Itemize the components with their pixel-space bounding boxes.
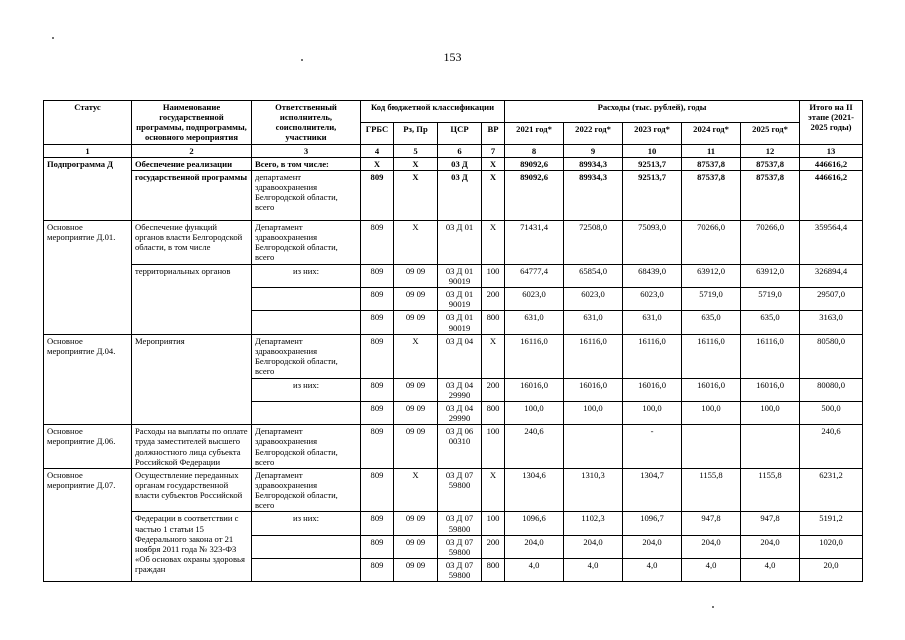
- budget-table: [43, 100, 863, 582]
- column-numbers-row: [44, 144, 863, 157]
- value-2022: [564, 425, 623, 469]
- header-status: Статус: [44, 101, 132, 145]
- value-2025: 100,0: [741, 401, 800, 424]
- status-cell: Подпрограмма Д: [44, 157, 132, 220]
- value-total: 20,0: [800, 558, 863, 581]
- value-2025: 87537,8: [741, 157, 800, 170]
- value-2025: 4,0: [741, 558, 800, 581]
- csr-cell: 03 Д 04: [438, 334, 482, 378]
- rzpr-cell: X: [394, 220, 438, 264]
- grbs-cell: 809: [361, 401, 394, 424]
- grbs-cell: 809: [361, 170, 394, 220]
- value-2021: 6023,0: [505, 288, 564, 311]
- value-2023: 92513,7: [623, 170, 682, 220]
- value-2021: 16116,0: [505, 334, 564, 378]
- csr-cell: 03 Д 04 29990: [438, 401, 482, 424]
- value-2022: 89934,3: [564, 157, 623, 170]
- rzpr-cell: X: [394, 170, 438, 220]
- rzpr-cell: 09 09: [394, 288, 438, 311]
- value-2025: 204,0: [741, 535, 800, 558]
- value-total: 5191,2: [800, 512, 863, 535]
- executor-cell: департамент здравоохранения Белгородской области, всего: [252, 170, 361, 220]
- vr-cell: 800: [482, 311, 505, 334]
- value-2021: 100,0: [505, 401, 564, 424]
- value-2023: 16016,0: [623, 378, 682, 401]
- value-2023: 75093,0: [623, 220, 682, 264]
- value-2024: 4,0: [682, 558, 741, 581]
- executor-cell: из них:: [252, 264, 361, 287]
- grbs-cell: 809: [361, 264, 394, 287]
- rzpr-cell: 09 09: [394, 512, 438, 535]
- table-row: [44, 334, 863, 378]
- csr-cell: 03 Д 07 59800: [438, 558, 482, 581]
- value-2025: 635,0: [741, 311, 800, 334]
- table-row: [44, 512, 863, 535]
- status-cell: Основное мероприятие Д.04.: [44, 334, 132, 425]
- value-2024: 5719,0: [682, 288, 741, 311]
- value-2025: 947,8: [741, 512, 800, 535]
- vr-cell: 100: [482, 425, 505, 469]
- value-2024: 16116,0: [682, 334, 741, 378]
- value-2022: 204,0: [564, 535, 623, 558]
- value-2022: 65854,0: [564, 264, 623, 287]
- value-2022: 16016,0: [564, 378, 623, 401]
- value-2021: 71431,4: [505, 220, 564, 264]
- column-number: 13: [800, 144, 863, 157]
- vr-cell: 200: [482, 288, 505, 311]
- value-2021: 631,0: [505, 311, 564, 334]
- header-name: Наименование государственной программы, подпрограммы, основного мероприятия: [132, 101, 252, 145]
- header-2021: 2021 год*: [505, 122, 564, 144]
- value-total: 29507,0: [800, 288, 863, 311]
- vr-cell: X: [482, 170, 505, 220]
- value-2022: 6023,0: [564, 288, 623, 311]
- column-number: 12: [741, 144, 800, 157]
- value-2023: 92513,7: [623, 157, 682, 170]
- column-number: 4: [361, 144, 394, 157]
- value-2024: 63912,0: [682, 264, 741, 287]
- grbs-cell: 809: [361, 378, 394, 401]
- header-vr: ВР: [482, 122, 505, 144]
- executor-cell: из них:: [252, 512, 361, 535]
- column-number: 9: [564, 144, 623, 157]
- value-2023: 4,0: [623, 558, 682, 581]
- value-2021: 1304,6: [505, 468, 564, 512]
- value-2022: 1310,3: [564, 468, 623, 512]
- value-2022: 631,0: [564, 311, 623, 334]
- grbs-cell: 809: [361, 512, 394, 535]
- rzpr-cell: 09 09: [394, 311, 438, 334]
- csr-cell: 03 Д 04 29990: [438, 378, 482, 401]
- value-2022: 89934,3: [564, 170, 623, 220]
- value-2023: 6023,0: [623, 288, 682, 311]
- name-cell: Федерации в соответствии с частью 1 статьи 15 Федерального закона от 21 ноября 2011 года № 323-ФЗ «Об основах охраны здоровья граждан: [132, 512, 252, 582]
- name-cell: территориальных органов: [132, 264, 252, 334]
- value-2024: 635,0: [682, 311, 741, 334]
- csr-cell: 03 Д 01: [438, 220, 482, 264]
- rzpr-cell: 09 09: [394, 378, 438, 401]
- table-row: [44, 468, 863, 512]
- rzpr-cell: 09 09: [394, 425, 438, 469]
- value-2022: 4,0: [564, 558, 623, 581]
- vr-cell: 800: [482, 558, 505, 581]
- value-2025: 5719,0: [741, 288, 800, 311]
- table-row: [44, 264, 863, 287]
- header-2023: 2023 год*: [623, 122, 682, 144]
- csr-cell: 03 Д 07 59800: [438, 535, 482, 558]
- scan-speck: [712, 606, 714, 608]
- column-number: 3: [252, 144, 361, 157]
- value-2021: 64777,4: [505, 264, 564, 287]
- column-number: 5: [394, 144, 438, 157]
- value-2025: 70266,0: [741, 220, 800, 264]
- csr-cell: 03 Д: [438, 157, 482, 170]
- column-number: 11: [682, 144, 741, 157]
- column-number: 2: [132, 144, 252, 157]
- value-2021: 4,0: [505, 558, 564, 581]
- executor-cell: Департамент здравоохранения Белгородской области, всего: [252, 425, 361, 469]
- rzpr-cell: 09 09: [394, 558, 438, 581]
- value-2025: 63912,0: [741, 264, 800, 287]
- status-cell: Основное мероприятие Д.06.: [44, 425, 132, 469]
- rzpr-cell: 09 09: [394, 535, 438, 558]
- status-cell: Основное мероприятие Д.07.: [44, 468, 132, 581]
- name-cell: Обеспечение реализации: [132, 157, 252, 170]
- vr-cell: 800: [482, 401, 505, 424]
- page-number: 153: [443, 50, 462, 64]
- value-2021: 16016,0: [505, 378, 564, 401]
- rzpr-cell: X: [394, 468, 438, 512]
- value-2025: 16116,0: [741, 334, 800, 378]
- executor-cell: [252, 558, 361, 581]
- grbs-cell: X: [361, 157, 394, 170]
- value-2024: [682, 425, 741, 469]
- value-2023: 1304,7: [623, 468, 682, 512]
- value-2023: -: [623, 425, 682, 469]
- value-total: 6231,2: [800, 468, 863, 512]
- executor-cell: [252, 401, 361, 424]
- vr-cell: X: [482, 468, 505, 512]
- scan-speck: [52, 37, 54, 39]
- vr-cell: X: [482, 157, 505, 170]
- scan-speck: [301, 59, 303, 61]
- value-2025: [741, 425, 800, 469]
- header-2024: 2024 год*: [682, 122, 741, 144]
- value-total: 500,0: [800, 401, 863, 424]
- value-2024: 1155,8: [682, 468, 741, 512]
- column-number: 7: [482, 144, 505, 157]
- executor-cell: из них:: [252, 378, 361, 401]
- column-number: 10: [623, 144, 682, 157]
- rzpr-cell: X: [394, 157, 438, 170]
- value-2022: 16116,0: [564, 334, 623, 378]
- value-2024: 16016,0: [682, 378, 741, 401]
- column-number: 8: [505, 144, 564, 157]
- value-2023: 204,0: [623, 535, 682, 558]
- name-cell: Мероприятия: [132, 334, 252, 425]
- vr-cell: X: [482, 334, 505, 378]
- vr-cell: 100: [482, 512, 505, 535]
- value-total: 240,6: [800, 425, 863, 469]
- table-row: [44, 157, 863, 170]
- value-total: 80580,0: [800, 334, 863, 378]
- status-cell: Основное мероприятие Д.01.: [44, 220, 132, 334]
- vr-cell: 100: [482, 264, 505, 287]
- vr-cell: 200: [482, 378, 505, 401]
- csr-cell: 03 Д 07 59800: [438, 512, 482, 535]
- value-2025: 1155,8: [741, 468, 800, 512]
- executor-cell: Департамент здравоохранения Белгородской области, всего: [252, 220, 361, 264]
- value-total: 3163,0: [800, 311, 863, 334]
- value-2024: 204,0: [682, 535, 741, 558]
- value-2024: 87537,8: [682, 157, 741, 170]
- value-2022: 72508,0: [564, 220, 623, 264]
- value-2024: 70266,0: [682, 220, 741, 264]
- executor-cell: Всего, в том числе:: [252, 157, 361, 170]
- header-grbs: ГРБС: [361, 122, 394, 144]
- value-2025: 87537,8: [741, 170, 800, 220]
- executor-cell: Департамент здравоохранения Белгородской области, всего: [252, 468, 361, 512]
- grbs-cell: 809: [361, 288, 394, 311]
- table-row: [44, 220, 863, 264]
- value-2024: 100,0: [682, 401, 741, 424]
- value-total: 326894,4: [800, 264, 863, 287]
- executor-cell: [252, 288, 361, 311]
- value-2024: 947,8: [682, 512, 741, 535]
- value-2023: 68439,0: [623, 264, 682, 287]
- value-2021: 1096,6: [505, 512, 564, 535]
- value-2022: 1102,3: [564, 512, 623, 535]
- column-number: 1: [44, 144, 132, 157]
- value-2021: 89092,6: [505, 157, 564, 170]
- grbs-cell: 809: [361, 535, 394, 558]
- table-row: [44, 170, 863, 220]
- column-number: 6: [438, 144, 482, 157]
- vr-cell: 200: [482, 535, 505, 558]
- value-2023: 100,0: [623, 401, 682, 424]
- value-2021: 240,6: [505, 425, 564, 469]
- rzpr-cell: 09 09: [394, 264, 438, 287]
- header-expenses: Расходы (тыс. рублей), годы: [505, 101, 800, 123]
- csr-cell: 03 Д 01 90019: [438, 288, 482, 311]
- grbs-cell: 809: [361, 334, 394, 378]
- header-rzpr: Рз, Пр: [394, 122, 438, 144]
- header-2025: 2025 год*: [741, 122, 800, 144]
- header-csr: ЦСР: [438, 122, 482, 144]
- value-2024: 87537,8: [682, 170, 741, 220]
- csr-cell: 03 Д 07 59800: [438, 468, 482, 512]
- vr-cell: X: [482, 220, 505, 264]
- grbs-cell: 809: [361, 311, 394, 334]
- header-executor: Ответственный исполнитель, соисполнители, участники: [252, 101, 361, 145]
- executor-cell: [252, 311, 361, 334]
- value-2021: 204,0: [505, 535, 564, 558]
- value-total: 446616,2: [800, 157, 863, 170]
- name-cell: государственной программы: [132, 170, 252, 220]
- value-2023: 16116,0: [623, 334, 682, 378]
- csr-cell: 03 Д 01 90019: [438, 311, 482, 334]
- csr-cell: 03 Д: [438, 170, 482, 220]
- header-total: Итого на II этапе (2021-2025 годы): [800, 101, 863, 145]
- name-cell: Расходы на выплаты по оплате труда заместителей высшего должностного лица субъекта Российской Федерации: [132, 425, 252, 469]
- rzpr-cell: 09 09: [394, 401, 438, 424]
- executor-cell: Департамент здравоохранения Белгородской области, всего: [252, 334, 361, 378]
- value-total: 80080,0: [800, 378, 863, 401]
- value-2021: 89092,6: [505, 170, 564, 220]
- value-2022: 100,0: [564, 401, 623, 424]
- name-cell: Обеспечение функций органов власти Белгородской области, в том числе: [132, 220, 252, 264]
- grbs-cell: 809: [361, 468, 394, 512]
- value-2025: 16016,0: [741, 378, 800, 401]
- header-2022: 2022 год*: [564, 122, 623, 144]
- name-cell: Осуществление переданных органам государственной власти субъектов Российской: [132, 468, 252, 512]
- value-2023: 631,0: [623, 311, 682, 334]
- table-row: [44, 425, 863, 469]
- value-total: 1020,0: [800, 535, 863, 558]
- grbs-cell: 809: [361, 220, 394, 264]
- rzpr-cell: X: [394, 334, 438, 378]
- csr-cell: 03 Д 01 90019: [438, 264, 482, 287]
- header-budget-code: Код бюджетной классификации: [361, 101, 505, 123]
- grbs-cell: 809: [361, 558, 394, 581]
- value-total: 359564,4: [800, 220, 863, 264]
- grbs-cell: 809: [361, 425, 394, 469]
- executor-cell: [252, 535, 361, 558]
- value-2023: 1096,7: [623, 512, 682, 535]
- value-total: 446616,2: [800, 170, 863, 220]
- csr-cell: 03 Д 06 00310: [438, 425, 482, 469]
